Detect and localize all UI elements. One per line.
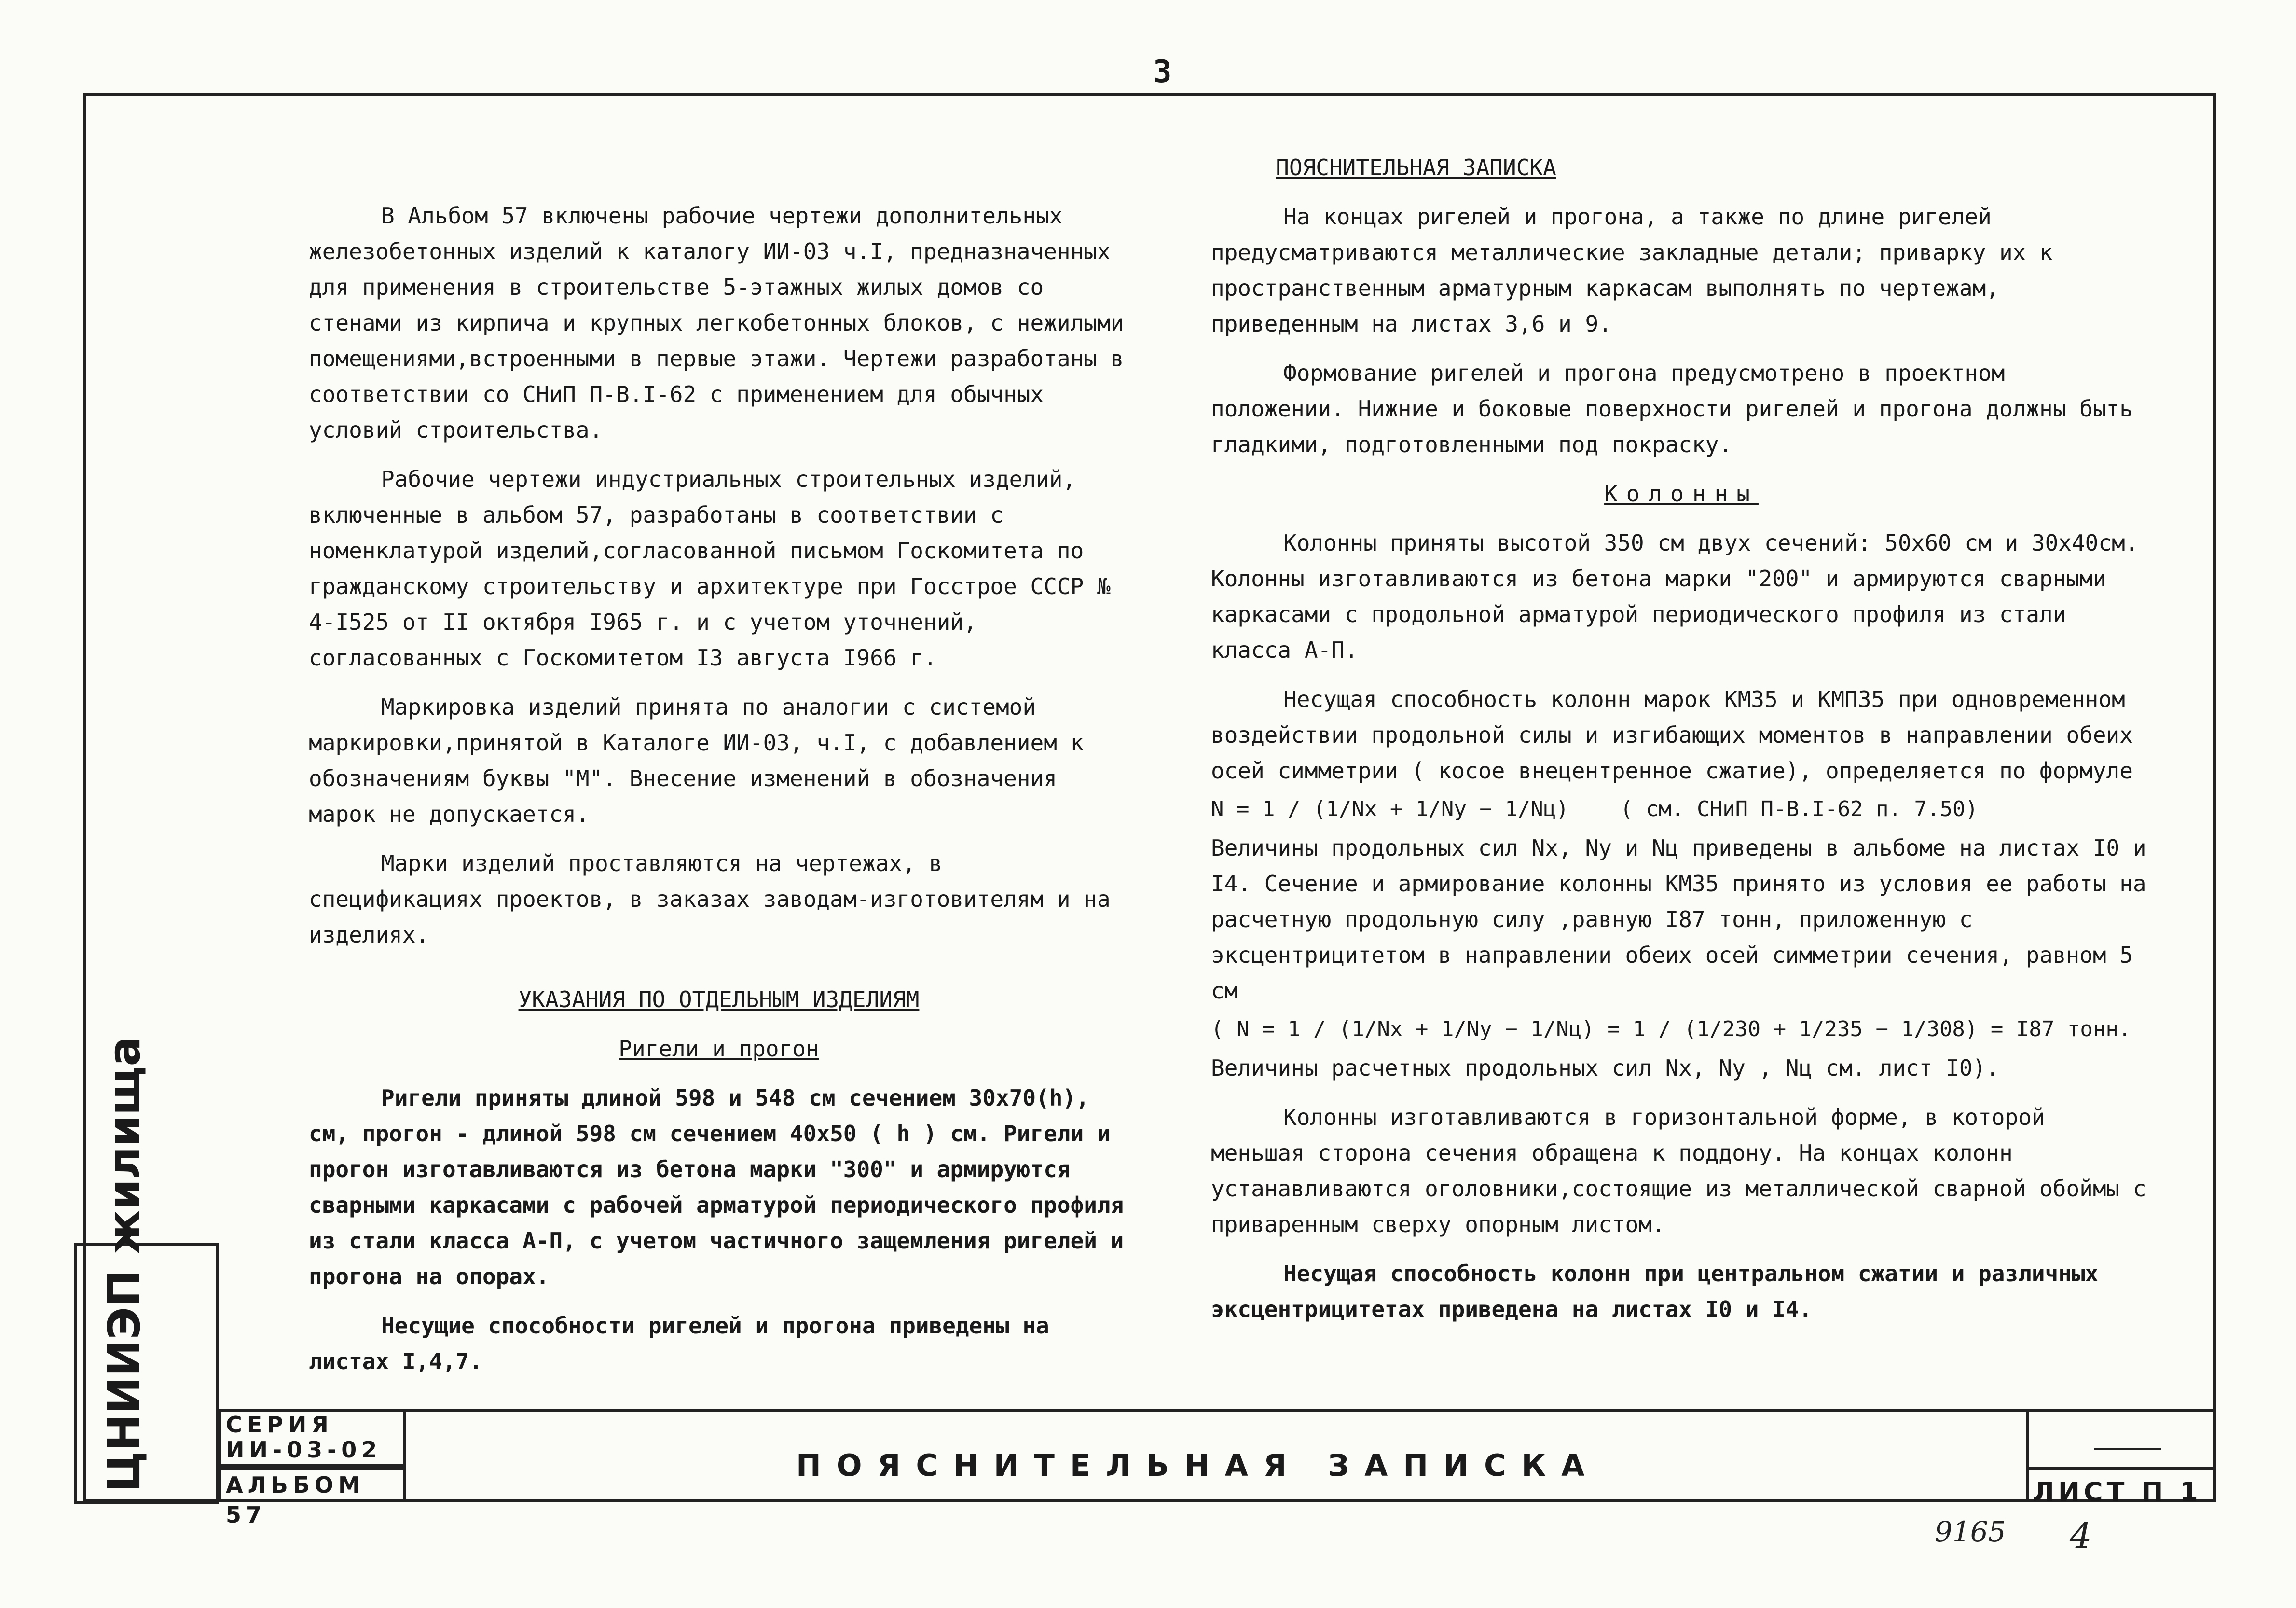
- album-label: АЛЬБОМ 57: [226, 1472, 365, 1528]
- series-value: ИИ-03-02: [226, 1437, 382, 1463]
- left-paragraph-5: Ригели приняты длиной 598 и 548 см сечением 30х70(h), см, прогон - длиной 598 см сечением 40х50 ( h ) см. Ригели и прогон изготавливаются из бетона марки "300" и армируются сварными каркасами с рабочей арматурой периодического профиля из стали класса А-П, с учетом частичного защемления ригелей и прогона на опорах.: [309, 1085, 1124, 1289]
- organization-name: ЦНИИЭП жилища: [98, 1036, 150, 1492]
- sheet-cell-border: [2026, 1409, 2029, 1502]
- series-cell: [218, 1409, 406, 1467]
- formula-1: [1211, 791, 2152, 827]
- left-paragraph-2: Рабочие чертежи индустриальных строительных изделий, включенные в альбом 57, разработаны в соответствии с номенклатурой изделий,согласованной письмом Госкомитета по гражданскому строительству и архитектуре при Госстрое СССР № 4-I525 от II октября I965 г. и с учетом уточнений, согласованных с Госкомитетом I3 августа I966 г.: [309, 466, 1111, 671]
- sheet-number: ЛИСТ П 1: [2033, 1477, 2202, 1507]
- section-heading-instructions: УКАЗАНИЯ ПО ОТДЕЛЬНЫМ ИЗДЕЛИЯМ: [518, 986, 920, 1012]
- right-paragraph-3: Колонны приняты высотой 350 см двух сечений: 50х60 см и 30х40см. Колонны изготавливаются из бетона марки "200" и армируются сварными каркасами с продольной арматурой периодического профиля из стали класса А-П.: [1211, 530, 2139, 663]
- title-block-divider: [403, 1409, 406, 1502]
- left-paragraph-1: В Альбом 57 включены рабочие чертежи дополнительных железобетонных изделий к каталогу ИИ-03 ч.I, предназначенных для применения в строительстве 5-этажных жилых домов со стенами из кирпича и крупных легкобетонных блоков, с нежилыми помещениями,встроенными в первые этажи. Чертежи разработаны в соответствии со СНиП П-В.I-62 с применением для обычных условий строительства.: [309, 203, 1124, 443]
- organization-stamp: [74, 1036, 219, 1504]
- right-paragraph-8: Несущая способность колонн при центральном сжатии и различных эксцентрицитетах приведена на листах I0 и I4.: [1211, 1261, 2099, 1322]
- page-title: ПОЯСНИТЕЛЬНАЯ ЗАПИСКА: [1276, 154, 1556, 180]
- album-cell: [218, 1467, 406, 1528]
- formula-1-expression: N = 1 / (1/Nx + 1/Ny − 1/Nц): [1211, 797, 1569, 821]
- page-number: 3: [1153, 54, 1172, 90]
- handwritten-inventory-number: 9165: [1935, 1515, 2006, 1548]
- section-heading-columns: Колонны: [1604, 481, 1759, 507]
- right-paragraph-4: Несущая способность колонн марок КМ35 и КМП35 при одновременном воздействии продольной силы и изгибающих моментов в направлении обеих осей симметрии ( косое внецентренное сжатие), определяется по формуле: [1211, 686, 2133, 784]
- series-label: СЕРИЯ: [226, 1412, 333, 1438]
- left-paragraph-4: Марки изделий проставляются на чертежах, в спецификациях проектов, в заказах заводам-изготовителям и на изделиях.: [309, 850, 1111, 948]
- sheet-cell-divider: [2026, 1467, 2216, 1470]
- sheet-cell-line: [2094, 1448, 2161, 1450]
- formula-1-reference: ( см. СНиП П-В.I-62 п. 7.50): [1620, 797, 1978, 821]
- right-paragraph-1: На концах ригелей и прогона, а также по длине ригелей предусматриваются металлические закладные детали; приварку их к пространственным арматурным каркасам выполнять по чертежам, приведенным на листах 3,6 и 9.: [1211, 204, 2053, 337]
- left-paragraph-3: Маркировка изделий принята по аналогии с системой маркировки,принятой в Каталоге ИИ-03, ч.I, с добавлением к обозначениям буквы "М". Внесение изменений в обозначения марок не допускается.: [309, 694, 1084, 827]
- title-block-title: ПОЯСНИТЕЛЬНАЯ ЗАПИСКА: [796, 1448, 1600, 1483]
- right-column: [1211, 150, 2152, 1341]
- subsection-heading-girders: Ригели и прогон: [619, 1036, 819, 1062]
- handwritten-page-number: 4: [2070, 1515, 2092, 1556]
- right-paragraph-2: Формование ригелей и прогона предусмотрено в проектном положении. Нижние и боковые поверхности ригелей и прогона должны быть гладкими, подготовленными под покраску.: [1211, 360, 2133, 457]
- left-column: [309, 198, 1129, 1393]
- formula-2: ( N = 1 / (1/Nx + 1/Ny − 1/Nц) = 1 / (1/230 + 1/235 − 1/308) = I87 тонн.: [1211, 1017, 2131, 1041]
- right-paragraph-6: Величины расчетных продольных сил Nx, Ny , Nц см. лист I0).: [1211, 1055, 1999, 1081]
- right-paragraph-5: Величины продольных сил Nx, Ny и Nц приведены в альбоме на листах I0 и I4. Сечение и армирование колонны КМ35 принято из условия ее работы на расчетную продольную силу ,равную I87 тонн, приложенную с эксцентрицитетом в направлении обеих осей симметрии сечения, равном 5 см: [1211, 835, 2146, 1004]
- right-paragraph-7: Колонны изготавливаются в горизонтальной форме, в которой меньшая сторона сечения обращена к поддону. На концах колонн устанавливаются оголовники,состоящие из металлической сварной обоймы с приваренным сверху опорным листом.: [1211, 1104, 2146, 1237]
- left-paragraph-6: Несущие способности ригелей и прогона приведены на листах I,4,7.: [309, 1313, 1049, 1374]
